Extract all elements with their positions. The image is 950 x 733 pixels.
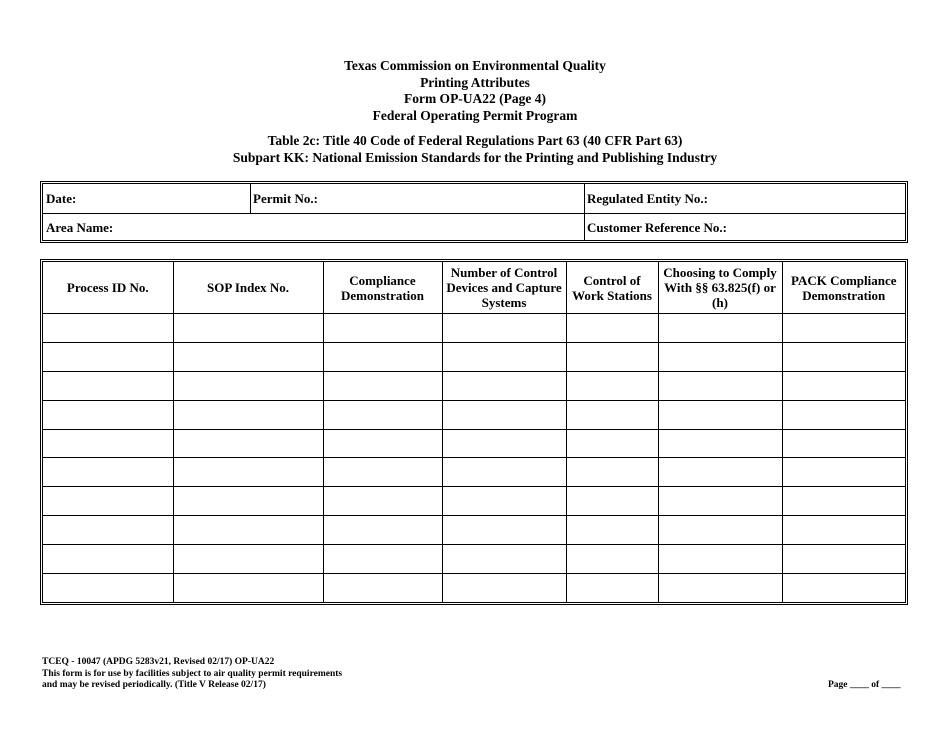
table-cell[interactable]	[442, 545, 566, 574]
table-cell[interactable]	[43, 487, 173, 516]
table-cell[interactable]	[442, 574, 566, 602]
table-cell[interactable]	[658, 487, 782, 516]
table-cell[interactable]	[566, 487, 658, 516]
table-cell[interactable]	[173, 371, 323, 400]
table-cell[interactable]	[43, 314, 173, 343]
table-cell[interactable]	[782, 574, 905, 602]
col-control-devices: Number of Control Devices and Capture Systems	[442, 262, 566, 314]
table-cell[interactable]	[566, 400, 658, 429]
table-cell[interactable]	[323, 487, 442, 516]
footer-form-id: TCEQ - 10047 (APDG 5283v21, Revised 02/17) OP-UA22	[42, 657, 275, 667]
date-field[interactable]	[43, 184, 250, 213]
table-cell[interactable]	[566, 516, 658, 545]
table-cell[interactable]	[323, 342, 442, 371]
permit-number-label: Permit No.:	[253, 191, 318, 206]
table-cell[interactable]	[566, 574, 658, 602]
table-row	[43, 574, 905, 602]
table-row	[43, 342, 905, 371]
table-cell[interactable]	[43, 371, 173, 400]
table-cell[interactable]	[782, 342, 905, 371]
page-number: Page ____ of ____	[828, 680, 901, 690]
table-cell[interactable]	[442, 487, 566, 516]
table-cell[interactable]	[566, 458, 658, 487]
table-cell[interactable]	[658, 574, 782, 602]
regulated-entity-field[interactable]	[584, 184, 905, 213]
table-cell[interactable]	[173, 458, 323, 487]
table-cell[interactable]	[566, 429, 658, 458]
table-header-row	[43, 262, 905, 314]
table-cell[interactable]	[658, 342, 782, 371]
table-cell[interactable]	[323, 545, 442, 574]
table-cell[interactable]	[782, 400, 905, 429]
table-row	[43, 429, 905, 458]
table-cell[interactable]	[43, 342, 173, 371]
table-row	[43, 400, 905, 429]
table-cell[interactable]	[442, 371, 566, 400]
form-subject: Printing Attributes	[420, 74, 530, 90]
process-table-frame	[40, 259, 908, 605]
table-cell[interactable]	[782, 545, 905, 574]
table-row	[43, 314, 905, 343]
table-cell[interactable]	[566, 342, 658, 371]
col-process-id: Process ID No.	[43, 262, 173, 314]
table-cell[interactable]	[658, 545, 782, 574]
customer-reference-label: Customer Reference No.:	[587, 220, 727, 235]
table-cell[interactable]	[173, 400, 323, 429]
form-footer	[42, 657, 342, 692]
table-cell[interactable]	[658, 371, 782, 400]
table-cell[interactable]	[173, 314, 323, 343]
table-cell[interactable]	[782, 458, 905, 487]
table-cell[interactable]	[43, 458, 173, 487]
table-cell[interactable]	[782, 487, 905, 516]
table-cell[interactable]	[566, 371, 658, 400]
table-row	[43, 516, 905, 545]
table-cell[interactable]	[658, 516, 782, 545]
table-cell[interactable]	[442, 342, 566, 371]
table-cell[interactable]	[782, 314, 905, 343]
col-work-stations: Control of Work Stations	[566, 262, 658, 314]
table-row	[43, 371, 905, 400]
form-header	[0, 58, 950, 166]
col-choosing-to-comply: Choosing to Comply With §§ 63.825(f) or (h)	[658, 262, 782, 314]
table-cell[interactable]	[566, 545, 658, 574]
permit-number-field[interactable]	[250, 184, 584, 213]
table-cell[interactable]	[173, 429, 323, 458]
table-cell[interactable]	[658, 400, 782, 429]
table-cell[interactable]	[323, 429, 442, 458]
table-cell[interactable]	[323, 314, 442, 343]
table-cell[interactable]	[323, 574, 442, 602]
col-compliance-demonstration: Compliance Demonstration	[323, 262, 442, 314]
table-cell[interactable]	[323, 516, 442, 545]
table-cell[interactable]	[173, 574, 323, 602]
customer-reference-field[interactable]	[584, 213, 905, 240]
table-cell[interactable]	[43, 429, 173, 458]
table-cell[interactable]	[442, 458, 566, 487]
table-cell[interactable]	[782, 429, 905, 458]
table-cell[interactable]	[43, 545, 173, 574]
date-label: Date:	[46, 191, 77, 206]
col-pack-compliance: PACK Compliance Demonstration	[782, 262, 905, 314]
table-cell[interactable]	[658, 429, 782, 458]
footer-note-1: This form is for use by facilities subject to air quality permit requirements	[42, 668, 343, 679]
table-cell[interactable]	[173, 342, 323, 371]
table-cell[interactable]	[173, 545, 323, 574]
table-cell[interactable]	[43, 400, 173, 429]
area-name-field[interactable]	[43, 213, 584, 240]
process-table	[43, 262, 905, 602]
table-cell[interactable]	[782, 516, 905, 545]
table-cell[interactable]	[782, 371, 905, 400]
table-cell[interactable]	[173, 516, 323, 545]
table-cell[interactable]	[442, 314, 566, 343]
table-cell[interactable]	[43, 574, 173, 602]
table-cell[interactable]	[323, 371, 442, 400]
table-subtitle: Subpart KK: National Emission Standards for the Printing and Publishing Industry	[232, 149, 718, 165]
table-cell[interactable]	[658, 458, 782, 487]
regulated-entity-label: Regulated Entity No.:	[587, 191, 708, 206]
table-title: Table 2c: Title 40 Code of Federal Regulations Part 63 (40 CFR Part 63)	[267, 133, 683, 148]
info-box	[40, 181, 908, 243]
table-cell[interactable]	[323, 400, 442, 429]
program-name: Federal Operating Permit Program	[372, 107, 578, 123]
table-row	[43, 487, 905, 516]
table-cell[interactable]	[173, 487, 323, 516]
table-cell[interactable]	[442, 516, 566, 545]
table-cell[interactable]	[442, 400, 566, 429]
col-sop-index: SOP Index No.	[173, 262, 323, 314]
table-cell[interactable]	[442, 429, 566, 458]
table-cell[interactable]	[323, 458, 442, 487]
table-cell[interactable]	[658, 314, 782, 343]
table-cell[interactable]	[566, 314, 658, 343]
form-number: Form OP-UA22 (Page 4)	[403, 91, 547, 106]
area-name-label: Area Name:	[46, 220, 114, 235]
table-cell[interactable]	[43, 516, 173, 545]
agency-title: Texas Commission on Environmental Quality	[344, 58, 606, 73]
footer-note-2: and may be revised periodically. (Title V Release 02/17)	[42, 680, 266, 690]
table-row	[43, 458, 905, 487]
table-row	[43, 545, 905, 574]
